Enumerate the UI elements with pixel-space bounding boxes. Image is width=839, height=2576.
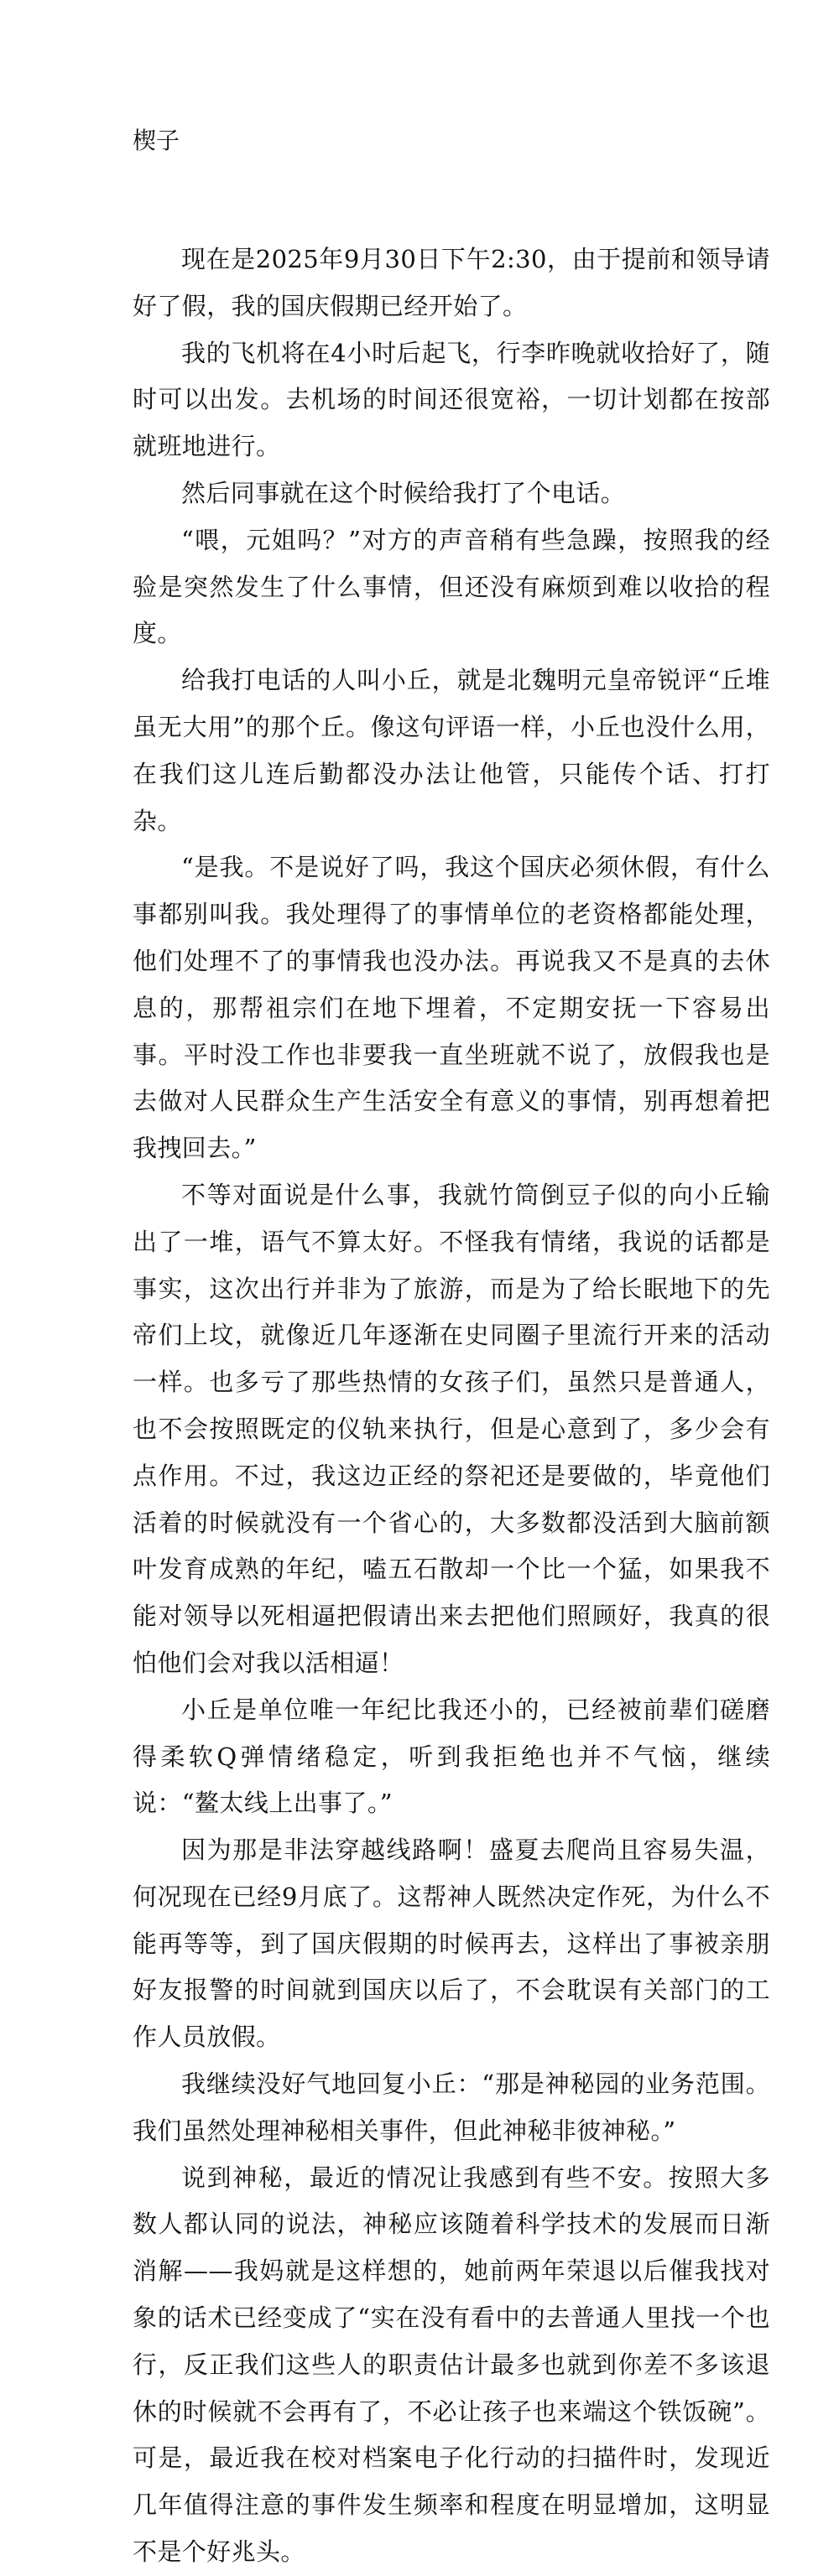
paragraph: “喂，元姐吗？”对方的声音稍有些急躁，按照我的经验是突然发生了什么事情，但还没有麻烦到难以收拾的程度。 (133, 525, 770, 648)
paragraph: 我继续没好气地回复小丘：“那是神秘园的业务范围。我们虽然处理神秘相关事件，但此神秘非彼神秘。” (133, 2070, 770, 2145)
paragraph: 我的飞机将在4小时后起飞，行李昨晚就收拾好了，随时可以出发。去机场的时间还很宽裕，一切计划都在按部就班地进行。 (133, 338, 770, 461)
chapter-body (133, 236, 770, 2576)
chapter-title: 楔子 (133, 127, 180, 154)
paragraph: 说到神秘，最近的情况让我感到有些不安。按照大多数人都认同的说法，神秘应该随着科学技术的发展而日渐消解——我妈就是这样想的，她前两年荣退以后催我找对象的话术已经变成了“实在没有看中的去普通人里找一个也行，反正我们这些人的职责估计最多也就到你差不多该退休的时候就不会再有了，不必让孩子也来端这个铁饭碗”。可是，最近我在校对档案电子化行动的扫描件时，发现近几年值得注意的事件发生频率和程度在明显增加，这明显不是个好兆头。 (133, 2163, 770, 2567)
paragraph: “是我。不是说好了吗，我这个国庆必须休假，有什么事都别叫我。我处理得了的事情单位的老资格都能处理，他们处理不了的事情我也没办法。再说我又不是真的去休息的，那帮祖宗们在地下埋着，不定期安抚一下容易出事。平时没工作也非要我一直坐班就不说了，放假我也是去做对人民群众生产生活安全有意义的事情，别再想着把我拽回去。” (133, 853, 770, 1163)
paragraph: 因为那是非法穿越线路啊！盛夏去爬尚且容易失温，何况现在已经9月底了。这帮神人既然决定作死，为什么不能再等等，到了国庆假期的时候再去，这样出了事被亲朋好友报警的时间就到国庆以后了，不会耽误有关部门的工作人员放假。 (133, 1836, 770, 2052)
paragraph: 给我打电话的人叫小丘，就是北魏明元皇帝锐评“丘堆虽无大用”的那个丘。像这句评语一样，小丘也没什么用，在我们这儿连后勤都没办法让他管，只能传个话、打打杂。 (133, 666, 770, 835)
paragraph: 不等对面说是什么事，我就竹筒倒豆子似的向小丘输出了一堆，语气不算太好。不怪我有情绪，我说的话都是事实，这次出行并非为了旅游，而是为了给长眠地下的先帝们上坟，就像近几年逐渐在史同圈子里流行开来的活动一样。也多亏了那些热情的女孩子们，虽然只是普通人，也不会按照既定的仪轨来执行，但是心意到了，多少会有点作用。不过，我这边正经的祭祀还是要做的，毕竟他们活着的时候就没有一个省心的，大多数都没活到大脑前额叶发育成熟的年纪，嗑五石散却一个比一个猛，如果我不能对领导以死相逼把假请出来去把他们照顾好，我真的很怕他们会对我以活相逼！ (133, 1180, 770, 1677)
paragraph: 现在是2025年9月30日下午2:30，由于提前和领导请好了假，我的国庆假期已经开始了。 (133, 245, 770, 320)
paragraph: 小丘是单位唯一年纪比我还小的，已经被前辈们磋磨得柔软Q弹情绪稳定，听到我拒绝也并不气恼，继续说：“鳌太线上出事了。” (133, 1695, 770, 1818)
paragraph: 然后同事就在这个时候给我打了个电话。 (181, 478, 626, 507)
